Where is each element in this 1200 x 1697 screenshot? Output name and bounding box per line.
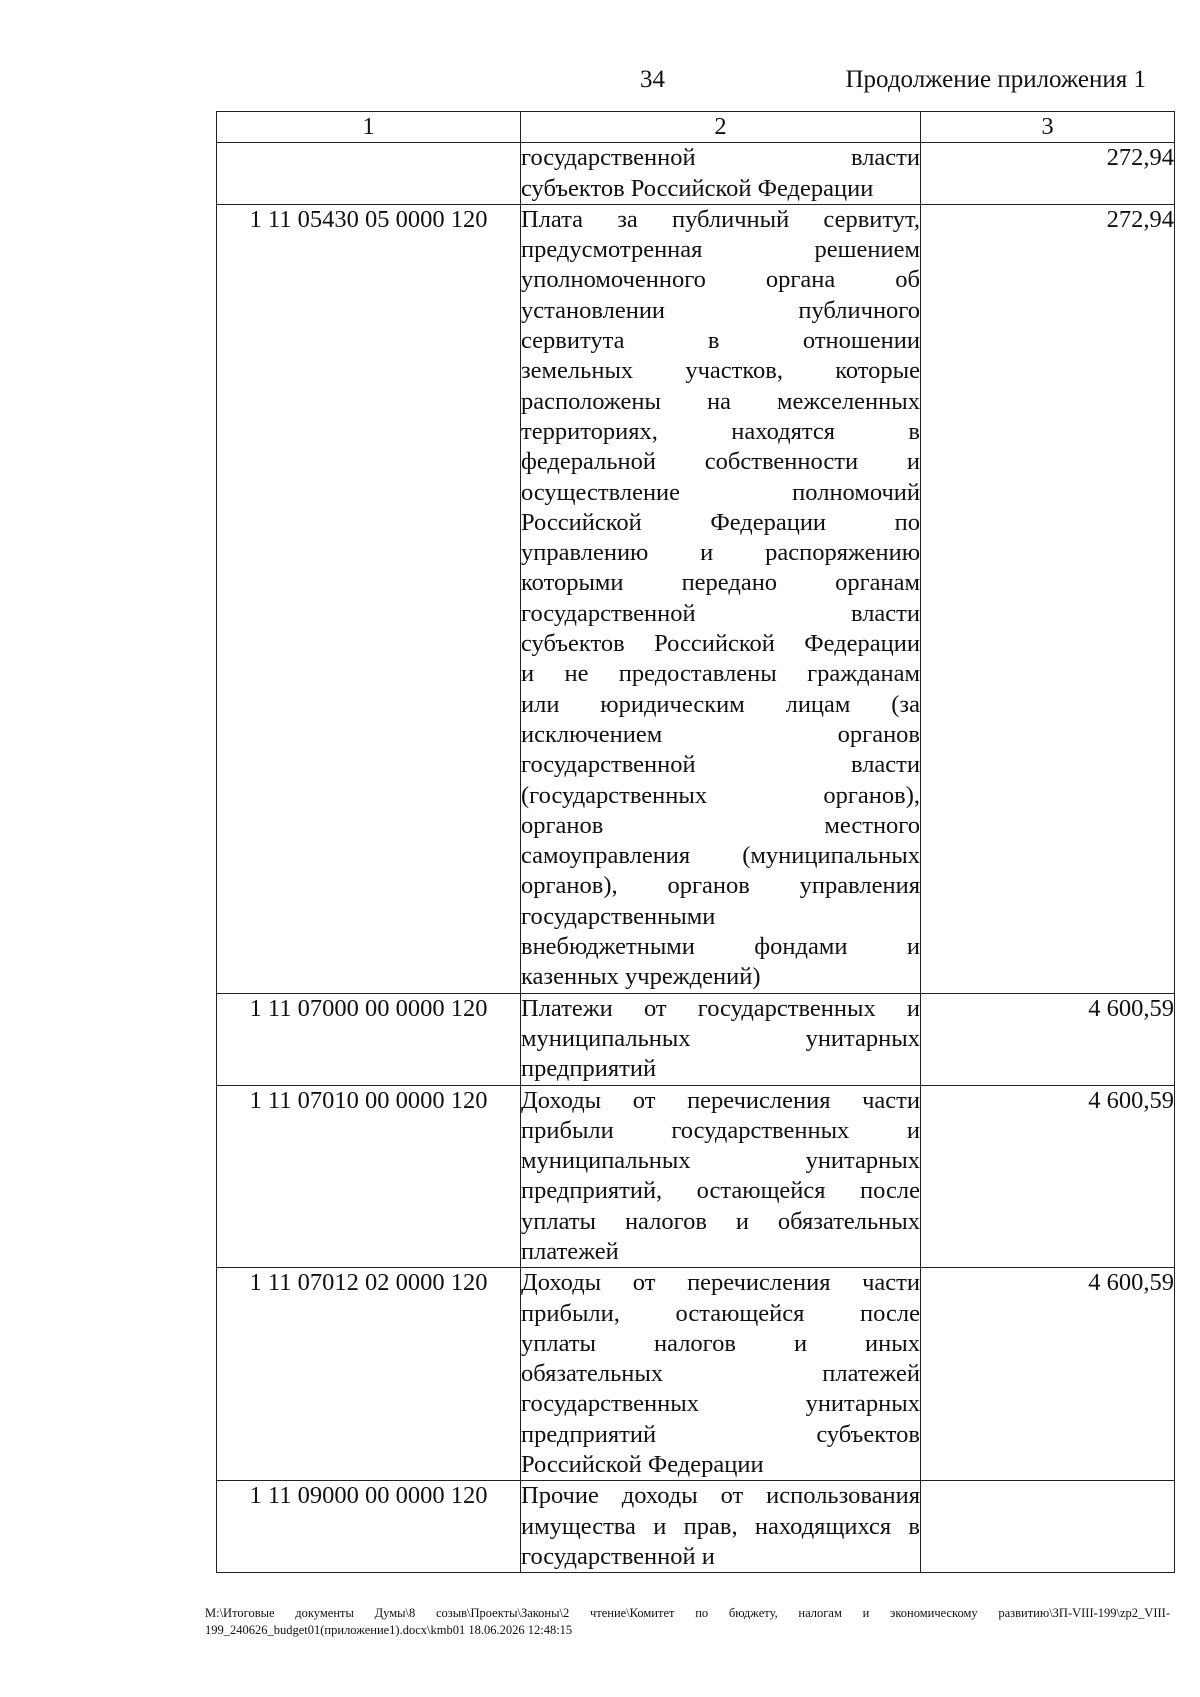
header-col-2: 2: [521, 112, 921, 143]
description-line: уплаты налогов и обязательных: [521, 1207, 920, 1235]
table-row: [217, 1085, 1175, 1268]
description-cell: [521, 1481, 921, 1573]
table-row: [217, 993, 1175, 1085]
description-line: предусмотренная решением: [521, 236, 920, 264]
amount-cell: 4 600,59: [921, 993, 1175, 1085]
description-line: обязательных платежей: [521, 1360, 920, 1388]
description-line: государственной власти: [521, 751, 920, 779]
header-col-3: 3: [921, 112, 1175, 143]
header-col-1: 1: [217, 112, 521, 143]
description-line: установлении публичного: [521, 296, 920, 324]
amount-cell: 272,94: [921, 204, 1175, 993]
description-line: государственной власти: [521, 144, 920, 172]
description-line: управлению и распоряжению: [521, 539, 920, 567]
description-line: и не предоставлены гражданам: [521, 660, 920, 688]
description-cell: [521, 204, 921, 993]
amount-cell: 272,94: [921, 143, 1175, 205]
description-line: платежей: [521, 1237, 619, 1265]
description-line: (государственных органов),: [521, 781, 920, 809]
budget-code-cell: 1 11 07012 02 0000 120: [217, 1268, 521, 1481]
budget-code-cell: 1 11 05430 05 0000 120: [217, 204, 521, 993]
budget-code-cell: 1 11 07010 00 0000 120: [217, 1085, 521, 1268]
description-line: исключением органов: [521, 720, 920, 748]
description-cell: [521, 993, 921, 1085]
description-line: или юридическим лицам (за: [521, 690, 920, 718]
description-line: органов), органов управления: [521, 872, 920, 900]
description-line: государственной власти: [521, 599, 920, 627]
description-line: казенных учреждений): [521, 963, 761, 991]
description-line: предприятий: [521, 1055, 657, 1083]
description-line: внебюджетными фондами и: [521, 933, 920, 961]
file-path-footer: М:\Итоговые документы Думы\8 созыв\Проекты\Законы\2 чтение\Комитет по бюджету, налогам и экономическому развитию\ЗП-VIII-199\zp2_VIII-199_240626_budget01(приложение1).docx\kmb01 18.06.2026 12:48:15: [205, 1606, 1170, 1637]
description-line: государственной и: [521, 1542, 715, 1570]
description-line: предприятий субъектов: [521, 1420, 920, 1448]
description-line: Российской Федерации по: [521, 508, 920, 536]
description-cell: [521, 1268, 921, 1481]
description-line: Плата за публичный сервитут,: [521, 205, 920, 233]
description-line: субъектов Российской Федерации: [521, 174, 874, 202]
description-line: уплаты налогов и иных: [521, 1329, 920, 1357]
description-cell: [521, 143, 921, 205]
table-row: [217, 143, 1175, 205]
description-line: Доходы от перечисления части: [521, 1086, 920, 1114]
description-line: Доходы от перечисления части: [521, 1269, 920, 1297]
description-line: сервитута в отношении: [521, 327, 920, 355]
budget-code-cell: 1 11 07000 00 0000 120: [217, 993, 521, 1085]
budget-table: [216, 111, 1175, 1573]
table-row: [217, 1481, 1175, 1573]
description-line: Российской Федерации: [521, 1451, 764, 1479]
table-row: [217, 204, 1175, 993]
description-line: земельных участков, которые: [521, 357, 920, 385]
budget-code-cell: 1 11 09000 00 0000 120: [217, 1481, 521, 1573]
description-line: расположены на межселенных: [521, 387, 920, 415]
description-line: прибыли государственных и: [521, 1116, 920, 1144]
description-line: предприятий, остающейся после: [521, 1177, 920, 1205]
description-line: субъектов Российской Федерации: [521, 630, 920, 658]
description-line: территориях, находятся в: [521, 417, 920, 445]
continuation-label: Продолжение приложения 1: [845, 66, 1146, 93]
description-line: осуществление полномочий: [521, 478, 920, 506]
description-line: Прочие доходы от использования: [521, 1482, 920, 1510]
amount-cell: 4 600,59: [921, 1085, 1175, 1268]
table-header-row: [217, 112, 1175, 143]
description-line: уполномоченного органа об: [521, 266, 920, 294]
description-line: муниципальных унитарных: [521, 1147, 920, 1175]
description-line: муниципальных унитарных: [521, 1024, 920, 1052]
description-line: федеральной собственности и: [521, 448, 920, 476]
description-line: самоуправления (муниципальных: [521, 842, 920, 870]
amount-cell: [921, 1481, 1175, 1573]
description-line: прибыли, остающейся после: [521, 1299, 920, 1327]
description-line: органов местного: [521, 811, 920, 839]
description-line: государственными: [521, 902, 716, 930]
description-cell: [521, 1085, 921, 1268]
description-line: государственных унитарных: [521, 1390, 920, 1418]
description-line: которыми передано органам: [521, 569, 920, 597]
table-row: [217, 1268, 1175, 1481]
budget-code-cell: [217, 143, 521, 205]
description-line: Платежи от государственных и: [521, 994, 920, 1022]
page-number: 34: [640, 66, 665, 93]
amount-cell: 4 600,59: [921, 1268, 1175, 1481]
description-line: имущества и прав, находящихся в: [521, 1512, 920, 1540]
table-body: [217, 143, 1175, 1573]
